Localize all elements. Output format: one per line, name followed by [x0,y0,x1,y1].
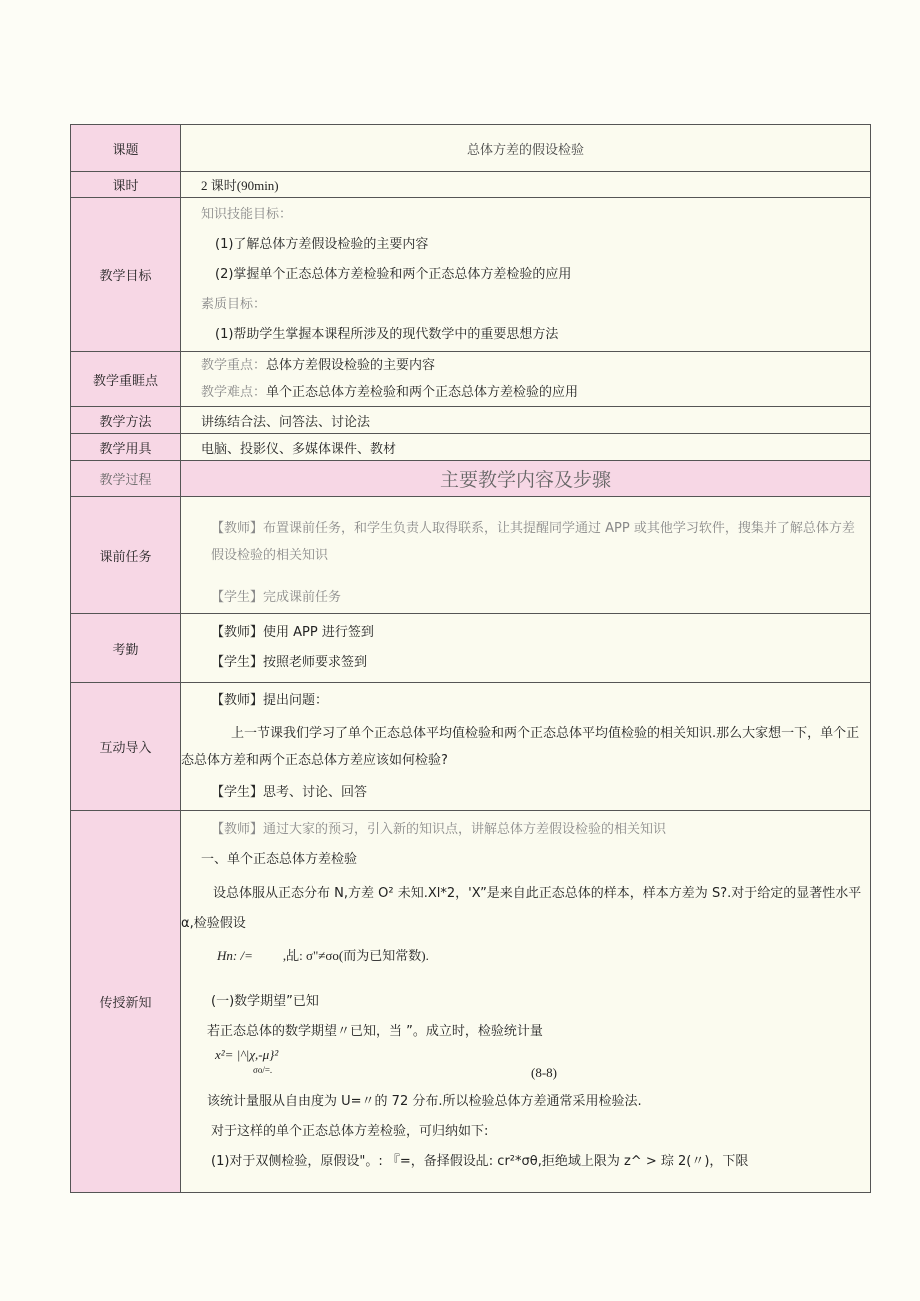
newknow-para1: 设总体服从正态分布 N,方差 O² 未知.Xl*2，'X”是来自此正态总体的样本，样本方差为 S?.对于给定的显著性水平 α,检验假设 [181,886,862,931]
label-goals: 教学目标 [71,198,181,352]
knowledge-heading: 知识技能目标： [201,206,293,222]
goals-content [181,198,871,352]
newknow-para3: 该统计量服从自由度为 U=〃的 72 分布.所以检验总体方差通常采用检验法. [207,1094,642,1109]
intro-content [181,683,871,811]
preclass-student: 【学生】完成课前任务 [211,590,342,605]
knowledge-item-2: (2)掌握单个正态总体方差检验和两个正态总体方差检验的应用 [215,266,572,282]
quality-heading: 素质目标： [201,296,267,312]
new-knowledge-content [181,811,871,1193]
newknow-para5: (1)对于双侧检验，原假设"。: 『=，备择假设乩: cr²*σθ,拒绝域上限为 z^ > 琮 2(〃)，下限 [211,1154,749,1169]
row-tools [71,434,871,461]
formula-main: x²= |^|χ,-μ}² [215,1047,279,1062]
newknow-para4: 对于这样的单个正态总体方差检验，可归纳如下: [211,1124,489,1139]
newknow-para2: 若正态总体的数学期望〃已知，当 ”。成立时，检验统计量 [207,1024,543,1039]
difficulty-line [181,379,870,406]
label-topic: 课题 [71,125,181,172]
label-new-knowledge: 传授新知 [71,811,181,1193]
subsection-heading: (一)数学期望”已知 [211,994,319,1009]
process-header-left: 教学过程 [71,461,181,497]
knowledge-item-1: (1)了解总体方差假设检验的主要内容 [215,236,429,252]
lesson-title: 总体方差的假设检验 [181,125,871,172]
row-preclass [71,497,871,614]
focus-text: 总体方差假设检验的主要内容 [266,358,436,373]
key-points-content [181,352,871,407]
attendance-student: 【学生】按照老师要求签到 [211,655,368,670]
process-header-right: 主要教学内容及步骤 [181,461,871,497]
equation-number: (8-8) [531,1065,557,1080]
newknow-teacher: 【教师】通过大家的预习，引入新的知识点，讲解总体方差假设检验的相关知识 [211,822,667,837]
intro-teacher: 【教师】提出问题： [211,692,329,708]
preclass-content [181,497,871,614]
label-tools: 教学用具 [71,434,181,461]
row-key-points [71,352,871,407]
section-heading: 一、单个正态总体方差检验 [201,852,358,867]
attendance-teacher: 【教师】使用 APP 进行签到 [211,625,374,640]
intro-student: 【学生】思考、讨论、回答 [211,784,368,800]
label-method: 教学方法 [71,407,181,434]
focus-line [181,352,870,379]
formula-block [181,1047,870,1087]
preclass-teacher: 【教师】布置课前任务，和学生负责人取得联系，让其提醒同学通过 APP 或其他学习软件，搜集并了解总体方差假设检验的相关知识 [211,521,855,563]
label-preclass: 课前任务 [71,497,181,614]
quality-item-1: (1)帮助学生掌握本课程所涉及的现代数学中的重要思想方法 [215,326,559,342]
focus-label: 教学重点： [201,358,267,373]
lesson-plan-page [70,124,871,1193]
label-intro: 互动导入 [71,683,181,811]
row-method [71,407,871,434]
formula-sub: σo/=. [253,1065,273,1075]
row-hours [71,172,871,198]
row-topic [71,125,871,172]
difficulty-label: 教学难点： [201,385,267,400]
label-key-points: 教学重睚点 [71,352,181,407]
hours-value: 2 课时(90min) [181,172,871,198]
row-process-header [71,461,871,497]
lesson-plan-table [70,124,871,1193]
attendance-content [181,614,871,683]
row-goals [71,198,871,352]
label-hours: 课时 [71,172,181,198]
label-attendance: 考勤 [71,614,181,683]
hypothesis-left: Hn: /= [217,948,253,963]
difficulty-text: 单个正态总体方差检验和两个正态总体方差检验的应用 [266,385,579,400]
method-value: 讲练结合法、问答法、讨论法 [181,407,871,434]
hypothesis-line [181,941,870,971]
row-new-knowledge [71,811,871,1193]
row-attendance [71,614,871,683]
row-intro [71,683,871,811]
hypothesis-right: ,乩: σ"≠σo(而为已知常数). [282,948,429,963]
intro-paragraph: 上一节课我们学习了单个正态总体平均值检验和两个正态总体平均值检验的相关知识.那么大家想一下，单个正态总体方差和两个正态总体方差应该如何检验? [181,725,860,768]
tools-value: 电脑、投影仪、多媒体课件、教材 [181,434,871,461]
